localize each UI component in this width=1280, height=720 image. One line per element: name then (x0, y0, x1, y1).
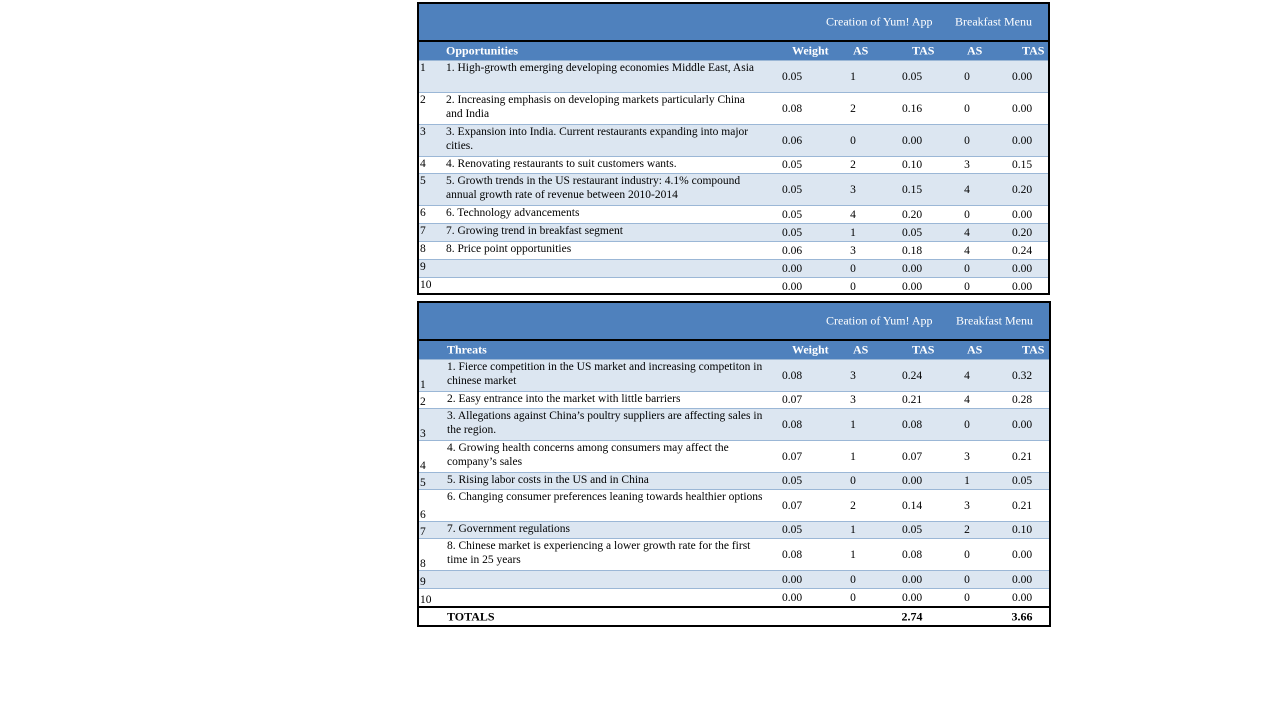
factor-header: Threats (447, 342, 487, 357)
tas-cell-1: 0.05 (901, 226, 923, 239)
tas-cell-2: 0.24 (1011, 244, 1033, 257)
as-cell-2: 0 (964, 262, 970, 275)
weight-cell: 0.07 (781, 394, 803, 406)
totals-tas-1: 2.74 (901, 609, 923, 624)
row-number: 10 (420, 279, 432, 291)
tas-header-1: TAS (912, 342, 935, 357)
table-row (419, 156, 1048, 173)
as-header-2: AS (967, 43, 983, 58)
as-cell-1: 1 (850, 226, 856, 239)
as-cell-1: 0 (850, 475, 856, 487)
opportunities-table (417, 2, 1050, 295)
factor-text: 6. Changing consumer preferences leaning towards healthier options (447, 491, 763, 503)
totals-tas-2: 3.66 (1011, 609, 1033, 624)
factor-text: 7. Growing trend in breakfast segment (446, 225, 623, 237)
row-number: 5 (420, 477, 426, 489)
as-cell-2: 3 (964, 159, 970, 171)
weight-cell: 0.00 (781, 591, 803, 604)
as-cell-1: 1 (850, 524, 856, 536)
as-cell-1: 1 (850, 548, 856, 561)
as-cell-2: 0 (964, 573, 970, 586)
weight-cell: 0.08 (781, 102, 803, 115)
factor-text: 4. Renovating restaurants to suit customers wants. (446, 158, 677, 170)
row-number: 8 (420, 558, 426, 570)
strategy-banner (419, 303, 1049, 341)
tas-cell-2: 0.00 (1011, 70, 1033, 83)
row-number: 4 (420, 460, 426, 472)
as-cell-2: 4 (964, 369, 970, 382)
factor-text: 2. Easy entrance into the market with little barriers (447, 393, 681, 405)
factor-text: 2. Increasing emphasis on developing markets particularly China and India (446, 94, 745, 120)
totals-row (419, 606, 1049, 626)
as-cell-2: 4 (964, 394, 970, 406)
as-cell-1: 3 (850, 369, 856, 382)
as-cell-1: 0 (850, 591, 856, 604)
tas-cell-2: 0.20 (1011, 226, 1033, 239)
table-row (419, 408, 1049, 440)
weight-cell: 0.00 (781, 262, 803, 275)
totals-label: TOTALS (447, 609, 495, 624)
weight-cell: 0.08 (781, 418, 803, 431)
table-row (419, 588, 1049, 606)
row-number: 9 (420, 261, 426, 273)
as-header-1: AS (853, 342, 869, 357)
row-number: 2 (420, 94, 426, 106)
tas-cell-1: 0.05 (901, 524, 923, 536)
factor-text: 5. Rising labor costs in the US and in China (447, 474, 649, 486)
table-row (419, 205, 1048, 223)
row-number: 8 (420, 243, 426, 255)
as-cell-1: 3 (850, 183, 856, 196)
table-row (419, 391, 1049, 408)
factor-text: 7. Government regulations (447, 523, 570, 535)
tas-cell-1: 0.00 (901, 591, 923, 604)
column-header-row (419, 341, 1049, 359)
tas-cell-1: 0.07 (901, 450, 923, 463)
tas-cell-2: 0.21 (1011, 499, 1033, 512)
as-cell-1: 1 (850, 418, 856, 431)
as-cell-1: 2 (850, 159, 856, 171)
column-header-row (419, 42, 1048, 60)
tas-cell-1: 0.15 (901, 183, 923, 196)
as-cell-1: 0 (850, 280, 856, 293)
tas-cell-1: 0.20 (901, 208, 923, 221)
as-cell-1: 1 (850, 450, 856, 463)
as-cell-2: 1 (964, 475, 970, 487)
tas-cell-1: 0.00 (901, 280, 923, 293)
weight-cell: 0.08 (781, 369, 803, 382)
factor-text: 3. Expansion into India. Current restaurants expanding into major cities. (446, 126, 749, 152)
as-cell-2: 0 (964, 418, 970, 431)
as-cell-2: 4 (964, 226, 970, 239)
as-header-2: AS (967, 342, 983, 357)
as-cell-1: 3 (850, 394, 856, 406)
strategy-banner (419, 4, 1048, 42)
tas-cell-2: 0.00 (1011, 548, 1033, 561)
tas-cell-1: 0.05 (901, 70, 923, 83)
factor-text: 4. Growing health concerns among consumers may affect the company’s sales (447, 442, 729, 468)
row-number: 5 (420, 175, 426, 187)
as-cell-2: 0 (964, 102, 970, 115)
threats-table (417, 301, 1051, 627)
factor-text: 3. Allegations against China’s poultry suppliers are affecting sales in the region. (447, 410, 763, 436)
row-number: 4 (420, 158, 426, 170)
tas-cell-2: 0.00 (1011, 280, 1033, 293)
tas-cell-2: 0.00 (1011, 573, 1033, 586)
weight-header: Weight (792, 342, 829, 357)
as-cell-2: 0 (964, 280, 970, 293)
tas-cell-1: 0.24 (901, 369, 923, 382)
weight-cell: 0.05 (781, 524, 803, 536)
weight-cell: 0.07 (781, 499, 803, 512)
as-cell-1: 0 (850, 573, 856, 586)
tas-cell-1: 0.08 (901, 418, 923, 431)
tas-cell-1: 0.00 (901, 573, 923, 586)
tas-cell-1: 0.21 (901, 394, 923, 406)
table-row (419, 277, 1048, 295)
as-cell-2: 3 (964, 499, 970, 512)
as-header-1: AS (853, 43, 869, 58)
table-row (419, 259, 1048, 277)
table-row (419, 570, 1049, 588)
as-cell-1: 2 (850, 499, 856, 512)
table-row (419, 223, 1048, 241)
as-cell-2: 2 (964, 524, 970, 536)
tas-cell-1: 0.00 (901, 475, 923, 487)
tas-cell-2: 0.00 (1011, 262, 1033, 275)
tas-cell-2: 0.00 (1011, 208, 1033, 221)
weight-cell: 0.05 (781, 70, 803, 83)
threats-body (419, 359, 1049, 606)
row-number: 9 (420, 576, 426, 588)
as-cell-1: 0 (850, 262, 856, 275)
row-number: 1 (420, 379, 426, 391)
row-number: 7 (420, 526, 426, 538)
strategy-1-label: Creation of Yum! App (826, 14, 933, 29)
as-cell-2: 4 (964, 244, 970, 257)
table-row (419, 521, 1049, 538)
factor-text: 8. Price point opportunities (446, 243, 572, 255)
tas-cell-1: 0.00 (901, 134, 923, 147)
table-row (419, 173, 1048, 205)
row-number: 3 (420, 126, 426, 138)
strategy-1-label: Creation of Yum! App (826, 313, 933, 328)
tas-cell-1: 0.10 (901, 159, 923, 171)
weight-cell: 0.06 (781, 134, 803, 147)
as-cell-1: 2 (850, 102, 856, 115)
tas-header-2: TAS (1022, 43, 1045, 58)
row-number: 1 (420, 62, 426, 74)
as-cell-2: 0 (964, 591, 970, 604)
tas-cell-1: 0.00 (901, 262, 923, 275)
tas-cell-1: 0.08 (901, 548, 923, 561)
opportunities-body (419, 60, 1048, 295)
as-cell-1: 4 (850, 208, 856, 221)
tas-cell-2: 0.21 (1011, 450, 1033, 463)
table-row (419, 472, 1049, 489)
as-cell-2: 3 (964, 450, 970, 463)
factor-text: 1. Fierce competition in the US market and increasing competiton in chinese market (447, 361, 763, 387)
weight-cell: 0.05 (781, 208, 803, 221)
tas-cell-2: 0.00 (1011, 134, 1033, 147)
as-cell-1: 1 (850, 70, 856, 83)
tas-header-1: TAS (912, 43, 935, 58)
strategy-2-label: Breakfast Menu (956, 313, 1033, 328)
weight-cell: 0.05 (781, 475, 803, 487)
table-row (419, 538, 1049, 570)
as-cell-1: 3 (850, 244, 856, 257)
tas-cell-2: 0.32 (1011, 369, 1033, 382)
weight-cell: 0.00 (781, 280, 803, 293)
tas-cell-2: 0.15 (1011, 159, 1033, 171)
tas-cell-2: 0.20 (1011, 183, 1033, 196)
table-row (419, 489, 1049, 521)
row-number: 7 (420, 225, 426, 237)
row-number: 3 (420, 428, 426, 440)
factor-text: 5. Growth trends in the US restaurant industry: 4.1% compound annual growth rate of revenue between 2010-2014 (446, 175, 741, 201)
factor-text: 6. Technology advancements (446, 207, 580, 219)
row-number: 6 (420, 509, 426, 521)
as-cell-2: 0 (964, 70, 970, 83)
as-cell-2: 4 (964, 183, 970, 196)
table-row (419, 60, 1048, 92)
weight-cell: 0.00 (781, 573, 803, 586)
factor-header: Opportunities (446, 43, 519, 58)
tas-cell-2: 0.00 (1011, 418, 1033, 431)
tas-cell-1: 0.18 (901, 244, 923, 257)
weight-cell: 0.05 (781, 159, 803, 171)
weight-cell: 0.05 (781, 183, 803, 196)
tas-cell-2: 0.00 (1011, 102, 1033, 115)
table-row (419, 92, 1048, 124)
factor-text: 8. Chinese market is experiencing a lower growth rate for the first time in 25 years (447, 540, 751, 566)
tas-cell-2: 0.05 (1011, 475, 1033, 487)
table-row (419, 241, 1048, 259)
weight-header: Weight (792, 43, 829, 58)
tas-cell-1: 0.14 (901, 499, 923, 512)
weight-cell: 0.07 (781, 450, 803, 463)
tas-cell-2: 0.28 (1011, 394, 1033, 406)
weight-cell: 0.08 (781, 548, 803, 561)
tas-header-2: TAS (1022, 342, 1045, 357)
table-row (419, 359, 1049, 391)
as-cell-2: 0 (964, 548, 970, 561)
tas-cell-2: 0.00 (1011, 591, 1033, 604)
weight-cell: 0.06 (781, 244, 803, 257)
as-cell-2: 0 (964, 134, 970, 147)
table-row (419, 440, 1049, 472)
tas-cell-2: 0.10 (1011, 524, 1033, 536)
row-number: 10 (420, 594, 432, 606)
tas-cell-1: 0.16 (901, 102, 923, 115)
as-cell-2: 0 (964, 208, 970, 221)
weight-cell: 0.05 (781, 226, 803, 239)
as-cell-1: 0 (850, 134, 856, 147)
row-number: 2 (420, 396, 426, 408)
row-number: 6 (420, 207, 426, 219)
strategy-2-label: Breakfast Menu (955, 14, 1032, 29)
factor-text: 1. High-growth emerging developing economies Middle East, Asia (446, 62, 754, 74)
table-row (419, 124, 1048, 156)
